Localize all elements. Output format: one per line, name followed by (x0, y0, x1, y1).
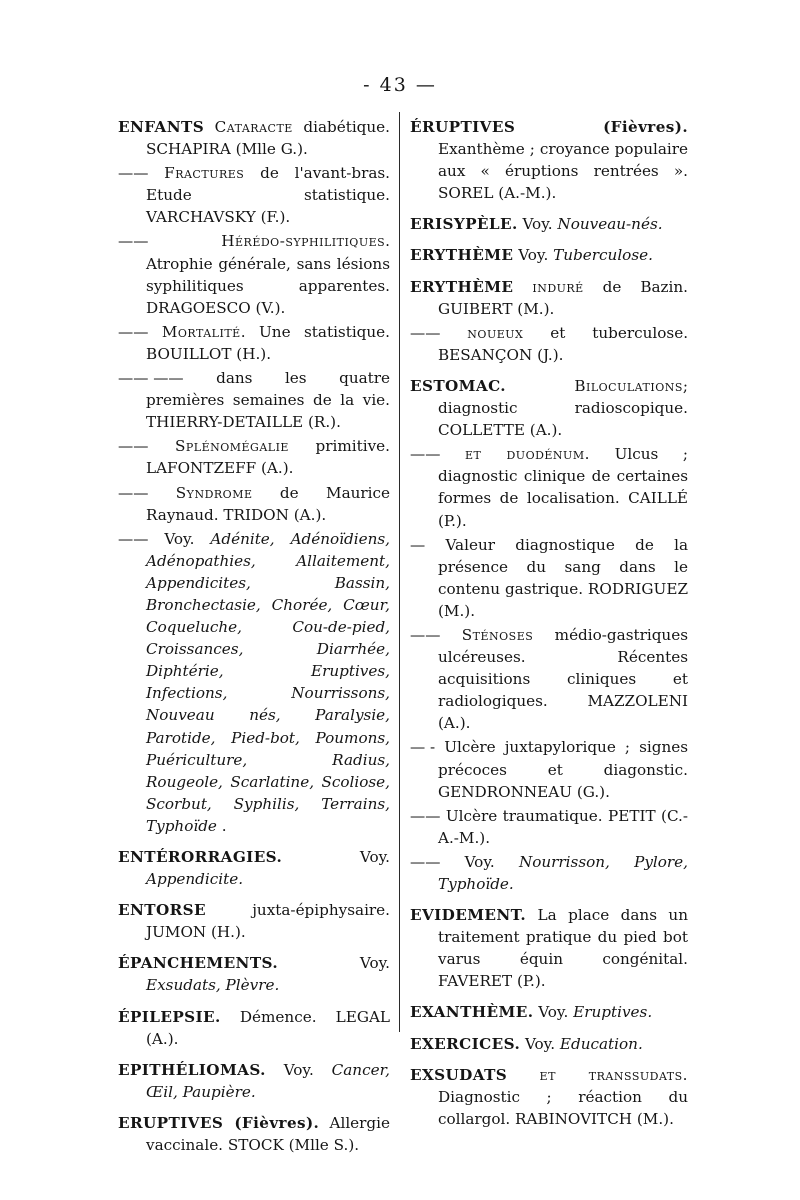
index-entry (410, 213, 688, 235)
entry-text: primitive. LAFONTZEFF (A.). (146, 437, 390, 478)
voy-label: Voy. (464, 852, 495, 871)
cross-reference-list: Cancer, Œil, Paupière. (146, 1060, 390, 1101)
dash-mark: —— (410, 625, 441, 644)
voy-label: Voy. (164, 529, 195, 548)
entry-text: juxta-épiphysaire. JUMON (H.). (146, 901, 390, 942)
dash-mark: —— —— (118, 369, 184, 388)
index-entry (118, 846, 390, 890)
cross-reference-list: Nourrisson, Pylore, Typhoïde. (438, 852, 688, 893)
headword: ENFANTS (118, 118, 205, 136)
dash-mark: —— (410, 852, 441, 871)
entry-text: Ulcère traumatique. PETIT (C.-A.-M.). (438, 806, 688, 847)
headword: ÉRUPTIVES (Fièvres). (410, 118, 688, 136)
index-subentry (410, 805, 688, 849)
index-entry (410, 904, 688, 992)
index-subentry (118, 435, 390, 479)
index-subentry (410, 624, 688, 734)
index-entry (118, 1059, 390, 1103)
voy-label: Voy. (518, 246, 549, 265)
entry-text: Diagnostic ; réaction du collargol. RABINOVITCH (M.). (438, 1087, 688, 1128)
entry-text: Ulcère juxtapylorique ; signes précoces et diagonstic. GENDRONNEAU (G.). (438, 738, 689, 801)
entry-end: . (221, 816, 227, 835)
cross-reference-list: Appendicite. (146, 870, 244, 889)
index-subentry (410, 322, 688, 366)
headword: EXERCICES. (410, 1034, 521, 1053)
entry-text: de Maurice Raynaud. TRIDON (A.). (146, 483, 391, 524)
subheading: Mortalité (161, 322, 241, 341)
entry-text: ; diagnostic radioscopique. COLLETTE (A.). (438, 376, 688, 440)
subheading: Splénomégalie (174, 437, 289, 456)
entry-text: de l'avant-bras. Etude statistique. VARCHAVSKY (F.). (146, 164, 391, 227)
column-divider (399, 112, 400, 1032)
dash-mark: —— (118, 529, 149, 548)
cross-reference-list: Tuberculose. (553, 246, 653, 265)
dash-mark: —— (118, 322, 149, 341)
entry-text: et tuberculose. BESANÇON (J.). (438, 323, 689, 364)
subheading: Cataracte (214, 118, 293, 136)
headword: ERUPTIVES (Fièvres). (118, 1113, 320, 1132)
headword: EPITHÉLIOMAS. (118, 1060, 266, 1079)
dash-mark: —— (118, 483, 149, 502)
entry-text: . Atrophie générale, sans lésions syphilitiques apparentes. DRAGOESCO (V.). (146, 232, 390, 317)
subheading: Fractures (164, 164, 245, 183)
index-subentry (410, 443, 688, 531)
subheading: Syndrome (175, 483, 253, 502)
cross-reference (410, 851, 688, 895)
headword: ERISYPÈLE. (410, 215, 518, 234)
index-entry (410, 116, 688, 204)
page-number: - 43 — (363, 74, 437, 96)
cross-reference-list: Eruptives. (573, 1003, 653, 1022)
headword: ÉPANCHEMENTS. (118, 954, 279, 973)
subheading: et duodénum. (465, 445, 590, 464)
index-subentry (410, 534, 688, 622)
index-subentry (118, 367, 390, 433)
dash-mark: —— (118, 164, 149, 183)
index-entry (118, 1006, 390, 1050)
dash-mark: — - (410, 738, 436, 757)
dash-mark: —— (410, 323, 441, 342)
headword: ÉPILEPSIE. (118, 1007, 221, 1026)
dash-mark: —— (410, 806, 441, 825)
headword: EXSUDATS (410, 1065, 508, 1084)
index-entry (118, 899, 390, 943)
cross-reference-list: Nouveau-nés. (557, 215, 663, 234)
dash-mark: —— (118, 437, 149, 456)
subheading: et transsudats. (539, 1065, 688, 1084)
headword: EXANTHÈME. (410, 1003, 534, 1022)
entry-text: . Une statistique. BOUILLOT (H.). (146, 322, 391, 363)
index-subentry (410, 736, 688, 802)
entry-text: médio-gastriques ulcéreuses. Récentes acquisitions cliniques et radiologiques. MAZZOLENI (A.). (438, 625, 688, 733)
voy-label: Voy. (538, 1003, 569, 1022)
index-entry (410, 1033, 688, 1055)
index-entry (118, 1112, 390, 1156)
headword: ERYTHÈME (410, 277, 514, 296)
entry-text: Allergie vaccinale. STOCK (Mlle S.). (146, 1113, 390, 1155)
voy-label: Voy. (524, 1034, 556, 1053)
entry-text: de Bazin. GUIBERT (M.). (438, 277, 689, 318)
cross-reference-list: Education. (559, 1034, 643, 1053)
voy-label: Voy. (359, 954, 390, 973)
entry-text: dans les quatre premières semaines de la vie. THIERRY-DETAILLE (R.). (146, 369, 391, 432)
headword: ENTORSE (118, 901, 206, 920)
voy-label: Voy. (359, 848, 390, 866)
index-entry (410, 1001, 688, 1023)
subheading: noueux (467, 323, 524, 342)
dash-mark: —— (118, 232, 149, 251)
index-entry (410, 276, 688, 320)
right-column (410, 116, 688, 1132)
entry-text: Démence. LEGAL (A.). (146, 1007, 391, 1048)
index-subentry (118, 482, 390, 526)
left-column (118, 116, 390, 1158)
subheading: Sténoses (461, 625, 534, 644)
entry-text: Exanthème ; croyance populaire aux « éruptions rentrées ». SOREL (A.-M.). (438, 140, 688, 203)
voy-label: Voy. (522, 215, 553, 234)
headword: EVIDEMENT. (410, 906, 527, 925)
headword: ESTOMAC. (410, 376, 506, 395)
index-entry (118, 116, 390, 160)
entry-text: La place dans un traitement pratique du pied bot varus équin congénital. FAVERET (P.). (438, 906, 688, 991)
cross-reference (118, 528, 390, 837)
subheading: induré (532, 277, 584, 296)
index-entry (118, 952, 390, 996)
subheading: Biloculations (574, 376, 683, 395)
entry-text: diabétique. SCHAPIRA (Mlle G.). (146, 118, 390, 159)
entry-text: Valeur diagnostique de la présence du sang dans le contenu gastrique. RODRIGUEZ (M.). (438, 535, 689, 620)
entry-text: Ulcus ; diagnostic clinique de certaines formes de localisation. CAILLÉ (P.). (438, 445, 689, 530)
headword: ERYTHÈME (410, 246, 514, 265)
dash-mark: — (410, 535, 426, 554)
cross-reference-list: Adénite, Adénoïdiens, Adénopathies, Allaitement, Appendicites, Bassin, Bronchectasie, Chorée, Cœur, Coqueluche, Cou-de-pied, Croissances, Diarrhée, Diphtérie, Eruptives, Infections, Nourrissons, Nouveau nés, Paralysie, Parotide, Pied-bot, Poumons, Puériculture, Radius, Rougeole, Scarlatine, Scoliose, Scorbut, Syphilis, Terrains, Typhoïde (146, 529, 391, 835)
dash-mark: —— (410, 445, 441, 464)
headword: ENTÉRORRAGIES. (118, 848, 283, 866)
index-subentry (118, 321, 390, 365)
index-subentry (118, 230, 390, 318)
cross-reference-list: Exsudats, Plèvre. (146, 976, 280, 995)
subheading: Hérédo-syphilitiques (221, 232, 386, 251)
index-subentry (118, 162, 390, 228)
voy-label: Voy. (283, 1060, 314, 1079)
index-entry (410, 375, 688, 441)
index-entry (410, 244, 688, 266)
index-entry (410, 1064, 688, 1130)
